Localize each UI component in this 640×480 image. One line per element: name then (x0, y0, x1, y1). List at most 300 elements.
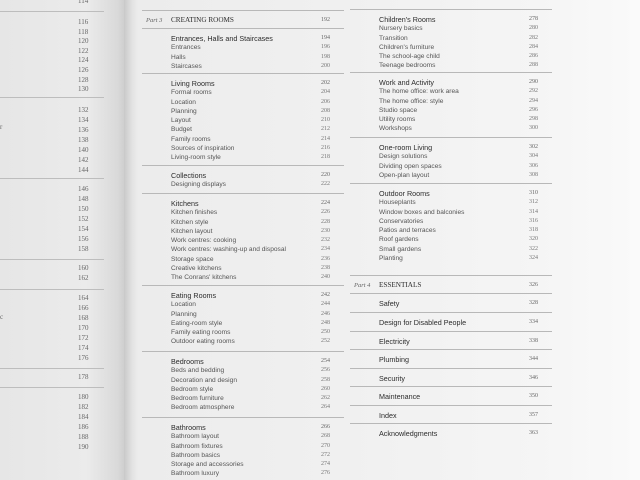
entry-title: Bathroom fixtures (171, 442, 223, 450)
page-number: 238 (321, 265, 330, 272)
entry-title: Bathroom luxury (171, 470, 220, 478)
toc-entry[interactable] (142, 208, 344, 217)
toc-entry[interactable] (142, 442, 344, 451)
entry-title: Bedroom furniture (171, 395, 224, 403)
toc-entry[interactable] (142, 153, 344, 162)
page-number: 214 (321, 135, 330, 142)
entry-title: Formal rooms (171, 89, 212, 97)
section-heading[interactable] (350, 299, 552, 308)
page-number: 244 (321, 301, 330, 308)
page-number: 142 (78, 156, 89, 164)
entry-title: Utility rooms (379, 116, 416, 124)
toc-entry[interactable] (142, 432, 344, 441)
toc-section (350, 72, 552, 134)
page-number: 242 (321, 292, 330, 298)
entry-title: Bathroom layout (171, 433, 220, 441)
page-number: 274 (321, 461, 330, 468)
page-number: 158 (78, 245, 89, 253)
page-number: 300 (529, 125, 538, 132)
section-heading[interactable] (142, 357, 344, 366)
toc-section (350, 137, 552, 180)
page-number: 252 (321, 338, 330, 345)
section-title: Maintenance (379, 392, 421, 401)
section-body (350, 184, 552, 263)
page-number: 290 (529, 79, 538, 85)
entry-title: Workshops (379, 125, 412, 133)
section-title: Security (379, 374, 405, 383)
page-number: 122 (78, 46, 89, 55)
page-number: 216 (321, 145, 330, 152)
page-number: 278 (529, 16, 538, 22)
page-number: 136 (78, 126, 89, 134)
entry-title: Storage and accessories (171, 461, 244, 469)
entry-title: Storage space (171, 255, 214, 263)
entry-title: Location (171, 98, 196, 106)
page-number: 172 (78, 334, 89, 342)
page-number: 240 (321, 274, 330, 281)
page-number: 266 (321, 424, 330, 430)
entry-title: Creative kitchens (171, 265, 222, 273)
page-number: 132 (78, 106, 89, 114)
page-number: 322 (529, 245, 538, 252)
section-title: Kitchens (171, 199, 199, 208)
page-number: 200 (321, 62, 330, 69)
section-heading[interactable] (350, 355, 552, 364)
page-number: 194 (321, 35, 330, 41)
page-number: 218 (321, 154, 330, 161)
page-number: 276 (321, 470, 330, 477)
entry-title: Houseplants (379, 199, 416, 207)
entry-title: Transition (379, 34, 408, 42)
entry-title: The home office: style (379, 97, 444, 105)
part-heading[interactable] (142, 16, 344, 25)
entry-title: Family eating rooms (171, 329, 231, 337)
toc-section (142, 193, 344, 283)
page-number: 308 (529, 171, 538, 178)
section-body (350, 406, 552, 420)
toc-entry[interactable] (142, 366, 344, 375)
toc-entry[interactable] (350, 171, 552, 180)
entry-title: Kitchen layout (171, 227, 213, 235)
section-heading[interactable] (350, 143, 552, 152)
section-heading[interactable] (142, 79, 344, 88)
part-section (350, 275, 552, 290)
page-number: 164 (78, 294, 89, 302)
page-number: 363 (529, 430, 538, 436)
section-title: Outdoor Rooms (379, 189, 430, 198)
toc-entry[interactable] (142, 135, 344, 144)
section-heading[interactable] (142, 423, 344, 432)
toc-entry[interactable] (142, 144, 344, 153)
entry-title: Location (171, 301, 196, 309)
section-title: One-room Living (379, 143, 433, 152)
section-body (350, 138, 552, 180)
toc-entry[interactable] (142, 394, 344, 403)
toc-entry[interactable] (142, 255, 344, 264)
page-number: 168 (78, 314, 89, 322)
entry-title: The school-age child (379, 53, 440, 61)
page-number: 144 (78, 166, 89, 174)
section-heading[interactable] (350, 392, 552, 401)
page-number: 222 (321, 181, 330, 188)
toc-entry[interactable] (142, 385, 344, 394)
page-number: 224 (321, 200, 330, 206)
toc-entry[interactable] (142, 245, 344, 254)
page-number: 210 (321, 117, 330, 124)
page-number: 246 (321, 310, 330, 317)
part-label: Part 4 (354, 282, 371, 289)
toc-section (350, 349, 552, 364)
entry-title: Bedroom atmosphere (171, 404, 235, 412)
section-body (350, 73, 552, 134)
part-label: Part 3 (146, 17, 163, 24)
toc-entry[interactable] (350, 198, 552, 207)
section-heading[interactable] (350, 189, 552, 198)
toc-section (142, 285, 344, 347)
section-title: Design for Disabled People (379, 318, 467, 327)
toc-entry[interactable] (142, 43, 344, 52)
toc-section (350, 183, 552, 263)
toc-entry[interactable] (350, 43, 552, 52)
page-number: 120 (78, 37, 89, 46)
toc-entry[interactable] (350, 254, 552, 263)
entry-title: Beds and bedding (171, 367, 225, 375)
toc-entry[interactable] (142, 264, 344, 273)
entry-title: Studio space (379, 106, 418, 114)
section-heading[interactable] (350, 78, 552, 87)
entry-title: Living-room style (171, 154, 221, 162)
toc-entry[interactable] (142, 53, 344, 62)
page-number: 174 (78, 344, 89, 352)
toc-entry[interactable] (350, 245, 552, 254)
section-body (142, 286, 344, 347)
page-number: 130 (78, 85, 89, 94)
page-number: 302 (529, 144, 538, 150)
section-title: CREATING ROOMS (171, 16, 234, 24)
page-number: 170 (78, 324, 89, 332)
page-number: 154 (78, 225, 89, 233)
section-heading[interactable] (350, 337, 552, 346)
page-number: 326 (529, 282, 538, 288)
toc-entry[interactable] (142, 337, 344, 346)
section-body (350, 313, 552, 327)
divider (0, 11, 104, 12)
toc-section (350, 312, 552, 327)
page-number: 316 (529, 217, 538, 224)
toc-entry[interactable] (350, 162, 552, 171)
page-number: 184 (78, 413, 89, 421)
section-title: Collections (171, 171, 207, 180)
entry-title: Conservatories (379, 217, 424, 225)
part-heading[interactable] (350, 281, 552, 290)
section-heading[interactable] (350, 15, 552, 24)
section-heading[interactable] (350, 318, 552, 327)
page-number: 152 (78, 215, 89, 223)
page-number: 192 (321, 17, 330, 23)
page-number: 357 (529, 412, 538, 418)
entry-title: Work centres: washing-up and disposal (171, 246, 286, 254)
entry-title: Small gardens (379, 245, 422, 253)
section-body (350, 10, 552, 71)
page-number: 306 (529, 162, 538, 169)
entry-title: The home office: work area (379, 88, 459, 96)
entry-title: Work centres: cooking (171, 237, 237, 245)
section-heading[interactable] (142, 171, 344, 180)
page-number: 186 (78, 423, 89, 431)
toc-entry[interactable] (350, 87, 552, 96)
entry-title: Children's furniture (379, 43, 435, 51)
entry-title: Staircases (171, 62, 202, 70)
page-number: 292 (529, 88, 538, 95)
section-body (142, 11, 344, 25)
page-number: 304 (529, 153, 538, 160)
page-number: 272 (321, 451, 330, 458)
toc-entry[interactable] (142, 273, 344, 282)
toc-entry[interactable] (142, 62, 344, 71)
entry-title: Entrances (171, 44, 201, 52)
entry-title: Designing displays (171, 181, 226, 189)
page-number: 324 (529, 255, 538, 262)
toc-section (350, 331, 552, 346)
page-number: 206 (321, 98, 330, 105)
page-number: 178 (78, 373, 89, 381)
toc-entry[interactable] (142, 236, 344, 245)
page-number: 114 (78, 0, 89, 5)
toc-section (142, 73, 344, 163)
toc-entry[interactable] (142, 328, 344, 337)
page-number: 230 (321, 227, 330, 234)
toc-section (142, 28, 344, 71)
page-number: 198 (321, 53, 330, 60)
entry-title: Roof gardens (379, 236, 419, 244)
toc-section (350, 368, 552, 383)
page-number: 320 (529, 236, 538, 243)
page-number: 182 (78, 403, 89, 411)
page-number: 220 (321, 172, 330, 178)
page-number: 228 (321, 218, 330, 225)
entry-title: Kitchen finishes (171, 209, 218, 217)
section-body (350, 387, 552, 401)
page-number: 124 (78, 56, 89, 65)
section-title: Bathrooms (171, 423, 206, 432)
section-body (142, 29, 344, 71)
divider (0, 289, 104, 290)
entry-title: Bathroom basics (171, 451, 221, 459)
page-number: 176 (78, 354, 89, 362)
section-title: Index (379, 411, 397, 420)
divider (0, 97, 104, 98)
toc-entry[interactable] (142, 469, 344, 478)
page-number: 254 (321, 358, 330, 364)
section-title: ESSENTIALS (379, 281, 422, 289)
toc-entry[interactable] (142, 227, 344, 236)
page-number: 146 (78, 185, 89, 193)
section-heading[interactable] (350, 411, 552, 420)
entry-title: Planning (171, 107, 197, 115)
entry-title: Window boxes and balconies (379, 208, 465, 216)
entry-title: Teenage bedrooms (379, 62, 436, 70)
page-number: 344 (529, 356, 538, 362)
part-section (142, 10, 344, 25)
page-number: 128 (78, 75, 89, 84)
page-number: 294 (529, 97, 538, 104)
section-body (350, 424, 552, 438)
toc-entry[interactable] (142, 125, 344, 134)
section-heading[interactable] (142, 34, 344, 43)
page-number: 166 (78, 304, 89, 312)
page-number: 116 (78, 18, 89, 26)
section-body (350, 350, 552, 364)
page-number: 298 (529, 116, 538, 123)
section-body (142, 352, 344, 413)
section-body (350, 294, 552, 308)
section-heading[interactable] (142, 291, 344, 300)
page-number: 286 (529, 53, 538, 60)
page-number: 202 (321, 80, 330, 86)
toc-entry[interactable] (142, 319, 344, 328)
entry-title: Halls (171, 53, 186, 61)
left-page (0, 0, 124, 480)
toc-entry[interactable] (350, 61, 552, 70)
page-number: 204 (321, 89, 330, 96)
page-number: 162 (78, 274, 89, 282)
entry-title: Planning (171, 310, 197, 318)
section-body (142, 74, 344, 163)
entry-title: Decoration and design (171, 376, 237, 384)
section-title: Plumbing (379, 355, 409, 364)
entry-title: Open-plan layout (379, 171, 430, 179)
section-title: Electricity (379, 337, 410, 346)
stray-letter: c (0, 313, 4, 321)
toc-entry[interactable] (142, 107, 344, 116)
page-number: 250 (321, 329, 330, 336)
toc-entry[interactable] (350, 217, 552, 226)
divider (0, 259, 104, 260)
section-title: Safety (379, 299, 400, 308)
page-number: 346 (529, 375, 538, 381)
page-number: 160 (78, 264, 89, 272)
page-number: 312 (529, 199, 538, 206)
entry-title: Dividing open spaces (379, 162, 442, 170)
toc-entry[interactable] (350, 52, 552, 61)
toc-entry[interactable] (350, 124, 552, 133)
toc-section (350, 423, 552, 438)
toc-entry[interactable] (142, 218, 344, 227)
entry-title: Layout (171, 117, 191, 125)
toc-entry[interactable] (350, 24, 552, 33)
section-title: Acknowledgments (379, 429, 438, 438)
page-number: 140 (78, 146, 89, 154)
section-title: Entrances, Halls and Staircases (171, 34, 273, 43)
page-number: 350 (529, 393, 538, 399)
page-number: 270 (321, 442, 330, 449)
entry-title: Outdoor eating rooms (171, 338, 235, 346)
entry-title: Planting (379, 255, 403, 263)
page-number: 280 (529, 25, 538, 32)
page-number: 126 (78, 66, 89, 74)
toc-section (350, 386, 552, 401)
toc-entry[interactable] (142, 116, 344, 125)
page-number: 226 (321, 209, 330, 216)
toc-entry[interactable] (142, 451, 344, 460)
page-number: 260 (321, 385, 330, 392)
page-number: 196 (321, 44, 330, 51)
toc-entry[interactable] (142, 98, 344, 107)
page-number: 268 (321, 433, 330, 440)
page-number: 310 (529, 190, 538, 196)
toc-entry[interactable] (350, 235, 552, 244)
stray-letter: r (0, 123, 3, 131)
entry-title: Nursery basics (379, 25, 423, 33)
toc-entry[interactable] (142, 300, 344, 309)
entry-title: Family rooms (171, 135, 211, 143)
page-number: 318 (529, 227, 538, 234)
page-number: 208 (321, 107, 330, 114)
toc-section (142, 165, 344, 190)
toc-entry[interactable] (350, 208, 552, 217)
toc-entry[interactable] (350, 97, 552, 106)
section-body (350, 369, 552, 383)
page-number: 314 (529, 208, 538, 215)
toc-section (350, 9, 552, 71)
page-number: 288 (529, 62, 538, 69)
page-number: 148 (78, 195, 89, 203)
section-body (142, 194, 344, 283)
toc-entry[interactable] (142, 460, 344, 469)
entry-title: Kitchen style (171, 218, 209, 226)
toc-section (142, 417, 344, 479)
page-number: 282 (529, 34, 538, 41)
page-number: 212 (321, 126, 330, 133)
page-number: 264 (321, 404, 330, 411)
page-number: 338 (529, 338, 538, 344)
entry-title: Patios and terraces (379, 227, 436, 235)
toc-entry[interactable] (350, 34, 552, 43)
toc-entry[interactable] (142, 180, 344, 189)
page-number: 262 (321, 395, 330, 402)
page-number: 232 (321, 237, 330, 244)
page-number: 284 (529, 43, 538, 50)
section-body (350, 276, 552, 290)
divider (0, 387, 104, 388)
section-title: Living Rooms (171, 79, 215, 88)
section-heading[interactable] (142, 199, 344, 208)
page-number: 258 (321, 376, 330, 383)
toc-section (350, 293, 552, 308)
page-number: 190 (78, 443, 89, 451)
book-gutter (124, 0, 138, 480)
entry-title: Eating-room style (171, 319, 223, 327)
page-number: 156 (78, 235, 89, 243)
toc-entry[interactable] (142, 310, 344, 319)
entry-title: The Conrans' kitchens (171, 274, 237, 282)
toc-entry[interactable] (350, 115, 552, 124)
section-heading[interactable] (350, 374, 552, 383)
toc-entry[interactable] (350, 106, 552, 115)
section-heading[interactable] (350, 429, 552, 438)
page-number: 188 (78, 433, 89, 441)
page-number: 134 (78, 116, 89, 124)
toc-entry[interactable] (142, 376, 344, 385)
page-number: 180 (78, 393, 89, 401)
toc-entry[interactable] (142, 403, 344, 412)
toc-entry[interactable] (350, 226, 552, 235)
page-number: 150 (78, 205, 89, 213)
section-title: Children's Rooms (379, 15, 436, 24)
section-body (142, 418, 344, 479)
toc-entry[interactable] (350, 152, 552, 161)
toc-entry[interactable] (142, 88, 344, 97)
